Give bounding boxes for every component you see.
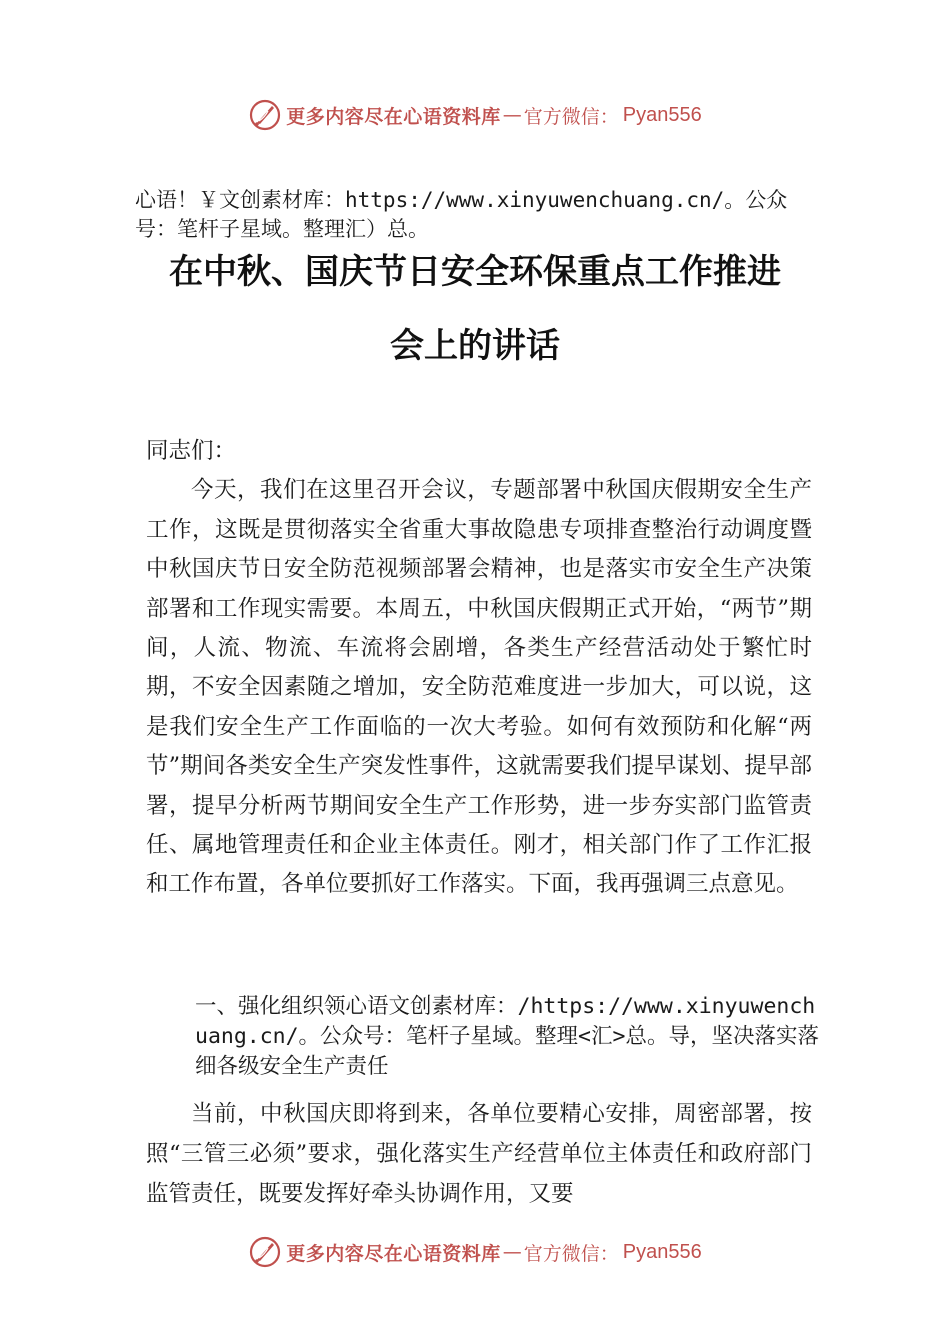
document-body bbox=[146, 432, 812, 905]
paragraph-2: 当前，中秋国庆即将到来，各单位要精心安排，周密部署，按照“三管三必须”要求，强化落实生产经营单位主体责任和政府部门监管责任，既要发挥好牵头协调作用，又要 bbox=[146, 1101, 812, 1207]
document-body-continued bbox=[146, 1094, 812, 1214]
banner-account: Pyan556 bbox=[622, 103, 702, 126]
document-title-line2: 会上的讲话 bbox=[390, 326, 560, 366]
banner-separator: — bbox=[502, 1241, 522, 1263]
banner-wechat-label: 官方微信： bbox=[523, 1242, 619, 1265]
banner-slogan: 更多内容尽在心语资料库 bbox=[286, 1242, 501, 1265]
banner-wechat-label: 官方微信： bbox=[523, 105, 619, 128]
greeting: 同志们： bbox=[146, 438, 237, 464]
footer-banner[interactable] bbox=[0, 1232, 950, 1272]
quill-logo-icon bbox=[248, 98, 282, 132]
quill-logo-icon bbox=[248, 1235, 282, 1269]
section-1-heading: 一、强化组织领心语文创素材库：/https://www.xinyuwenchuang.cn/。公众号：笔杆子星域。整理<汇>总。导，坚决落实落细各级安全生产责任 bbox=[195, 994, 819, 1079]
banner-separator: — bbox=[502, 104, 522, 126]
banner-account: Pyan556 bbox=[622, 1240, 702, 1263]
document-title-line1: 在中秋、国庆节日安全环保重点工作推进 bbox=[169, 252, 781, 292]
banner-slogan: 更多内容尽在心语资料库 bbox=[286, 105, 501, 128]
paragraph-1: 今天，我们在这里召开会议，专题部署中秋国庆假期安全生产工作，这既是贯彻落实全省重大事故隐患专项排查整治行动调度暨中秋国庆节日安全防范视频部署会精神，也是落实市安全生产决策部署和工作现实需要。本周五，中秋国庆假期正式开始，“两节”期间，人流、物流、车流将会剧增，各类生产经营活动处于繁忙时期，不安全因素随之增加，安全防范难度进一步加大，可以说，这是我们安全生产工作面临的一次大考验。如何有效预防和化解“两节”期间各类安全生产突发性事件，这就需要我们提早谋划、提早部署，提早分析两节期间安全生产工作形势，进一步夯实部门监管责任、属地管理责任和企业主体责任。刚才，相关部门作了工作汇报和工作布置，各单位要抓好工作落实。下面，我再强调三点意见。 bbox=[146, 477, 812, 898]
header-banner[interactable] bbox=[0, 95, 950, 135]
source-notice: 心语！￥文创素材库：https://www.xinyuwenchuang.cn/。公众号：笔杆子星域。整理汇）总。 bbox=[135, 188, 788, 241]
